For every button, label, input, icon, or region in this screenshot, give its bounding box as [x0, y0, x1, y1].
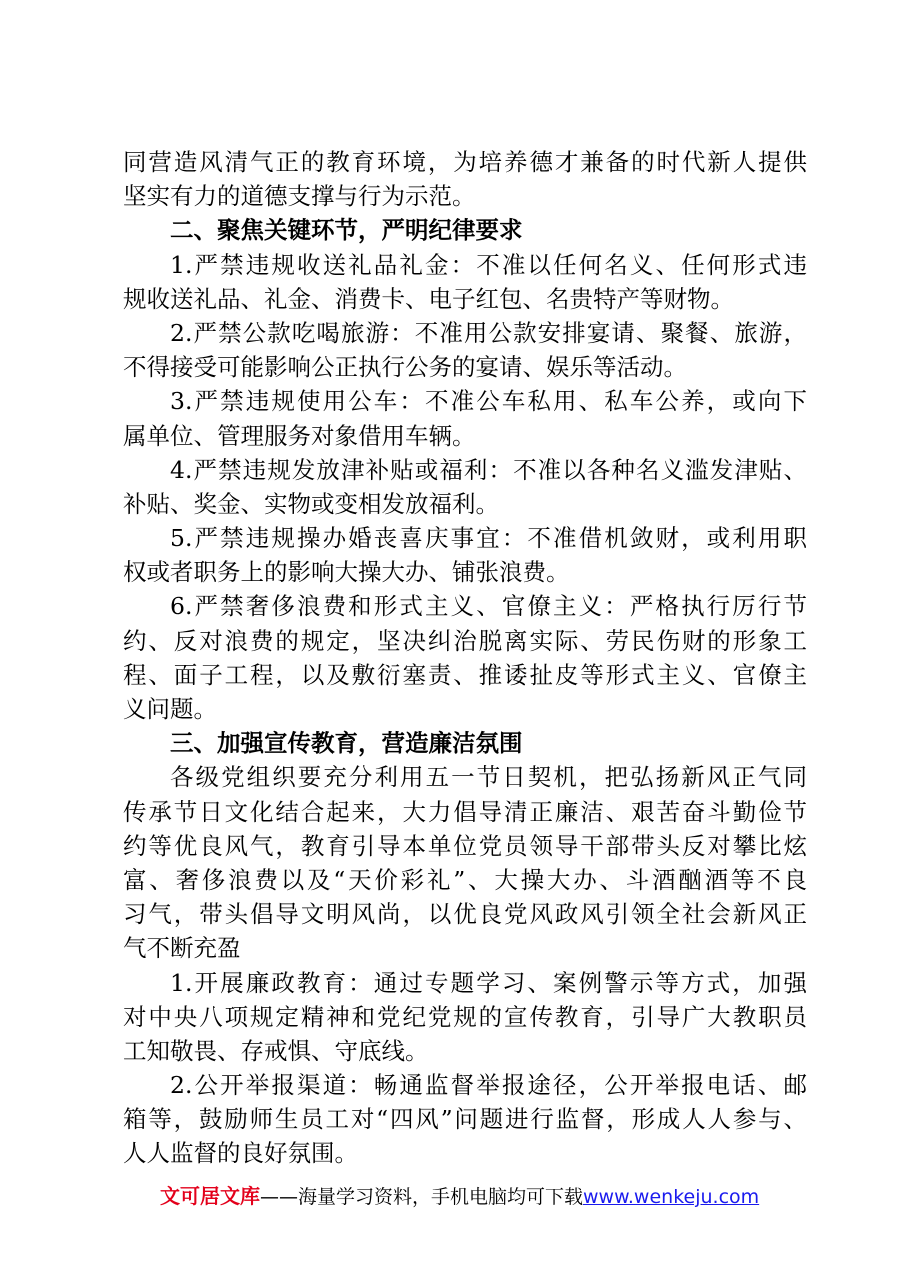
paragraph-line: 5.严禁违规操办婚丧喜庆事宜：不准借机敛财，或利用职 [170, 524, 807, 553]
paragraph-line: 箱等，鼓励师生员工对“四风”问题进行监督，形成人人参与、 [123, 1105, 807, 1134]
paragraph-line: 工知敬畏、存戒惧、守底线。 [123, 1036, 429, 1065]
paragraph-line: 6.严禁奢侈浪费和形式主义、官僚主义：严格执行厉行节 [170, 592, 807, 621]
footer-brand: 文可居文库 [160, 1184, 260, 1208]
paragraph-line: 义问题。 [123, 695, 217, 723]
paragraph-line: 传承节日文化结合起来，大力倡导清正廉洁、艰苦奋斗勤俭节 [123, 797, 807, 826]
section-heading: 三、加强宣传教育，营造廉洁氛围 [170, 729, 523, 758]
paragraph-line: 2.严禁公款吃喝旅游：不准用公款安排宴请、聚餐、旅游， [170, 318, 807, 347]
paragraph-line: 习气，带头倡导文明风尚，以优良党风政风引领全社会新风正 [123, 900, 807, 929]
paragraph-line: 3.严禁违规使用公车：不准公车私用、私车公养，或向下 [170, 387, 807, 416]
paragraph-line: 各级党组织要充分利用五一节日契机，把弘扬新风正气同 [170, 763, 807, 792]
paragraph-line: 1.开展廉政教育：通过专题学习、案例警示等方式，加强 [170, 968, 807, 997]
paragraph-line: 约等优良风气，教育引导本单位党员领导干部带头反对攀比炫 [123, 831, 807, 860]
section-heading: 二、聚焦关键环节，严明纪律要求 [170, 216, 523, 245]
paragraph-line: 属单位、管理服务对象借用车辆。 [123, 421, 476, 450]
paragraph-line: 程、面子工程，以及敷衍塞责、推诿扯皮等形式主义、官僚主 [123, 660, 807, 689]
footer-tagline: ——海量学习资料，手机电脑均可下载 [260, 1186, 584, 1208]
paragraph-line: 富、奢侈浪费以及“天价彩礼”、大操大办、斗酒酗酒等不良 [123, 865, 807, 894]
paragraph-line: 不得接受可能影响公正执行公务的宴请、娱乐等活动。 [123, 353, 687, 382]
paragraph-line: 坚实有力的道德支撑与行为示范。 [123, 182, 476, 211]
paragraph-line: 对中央八项规定精神和党纪党规的宣传教育，引导广大教职员 [123, 1002, 807, 1031]
paragraph-line: 4.严禁违规发放津补贴或福利：不准以各种名义滥发津贴、 [170, 455, 807, 484]
paragraph-line: 人人监督的良好氛围。 [123, 1139, 358, 1168]
paragraph-line: 气不断充盈 [123, 934, 241, 963]
document-body [123, 145, 807, 1171]
paragraph-line: 补贴、奖金、实物或变相发放福利。 [123, 489, 499, 518]
paragraph-line: 权或者职务上的影响大操大办、铺张浪费。 [123, 558, 570, 587]
footer-banner [160, 1183, 759, 1210]
footer-url-link[interactable]: www.wenkeju.com [583, 1186, 760, 1208]
paragraph-line: 同营造风清气正的教育环境，为培养德才兼备的时代新人提供 [123, 148, 807, 176]
paragraph-line: 规收送礼品、礼金、消费卡、电子红包、名贵特产等财物。 [123, 284, 734, 313]
paragraph-line: 2.公开举报渠道：畅通监督举报途径，公开举报电话、邮 [170, 1071, 807, 1100]
paragraph-line: 约、反对浪费的规定，坚决纠治脱离实际、劳民伤财的形象工 [123, 626, 807, 655]
paragraph-line: 1.严禁违规收送礼品礼金：不准以任何名义、任何形式违 [170, 250, 807, 279]
